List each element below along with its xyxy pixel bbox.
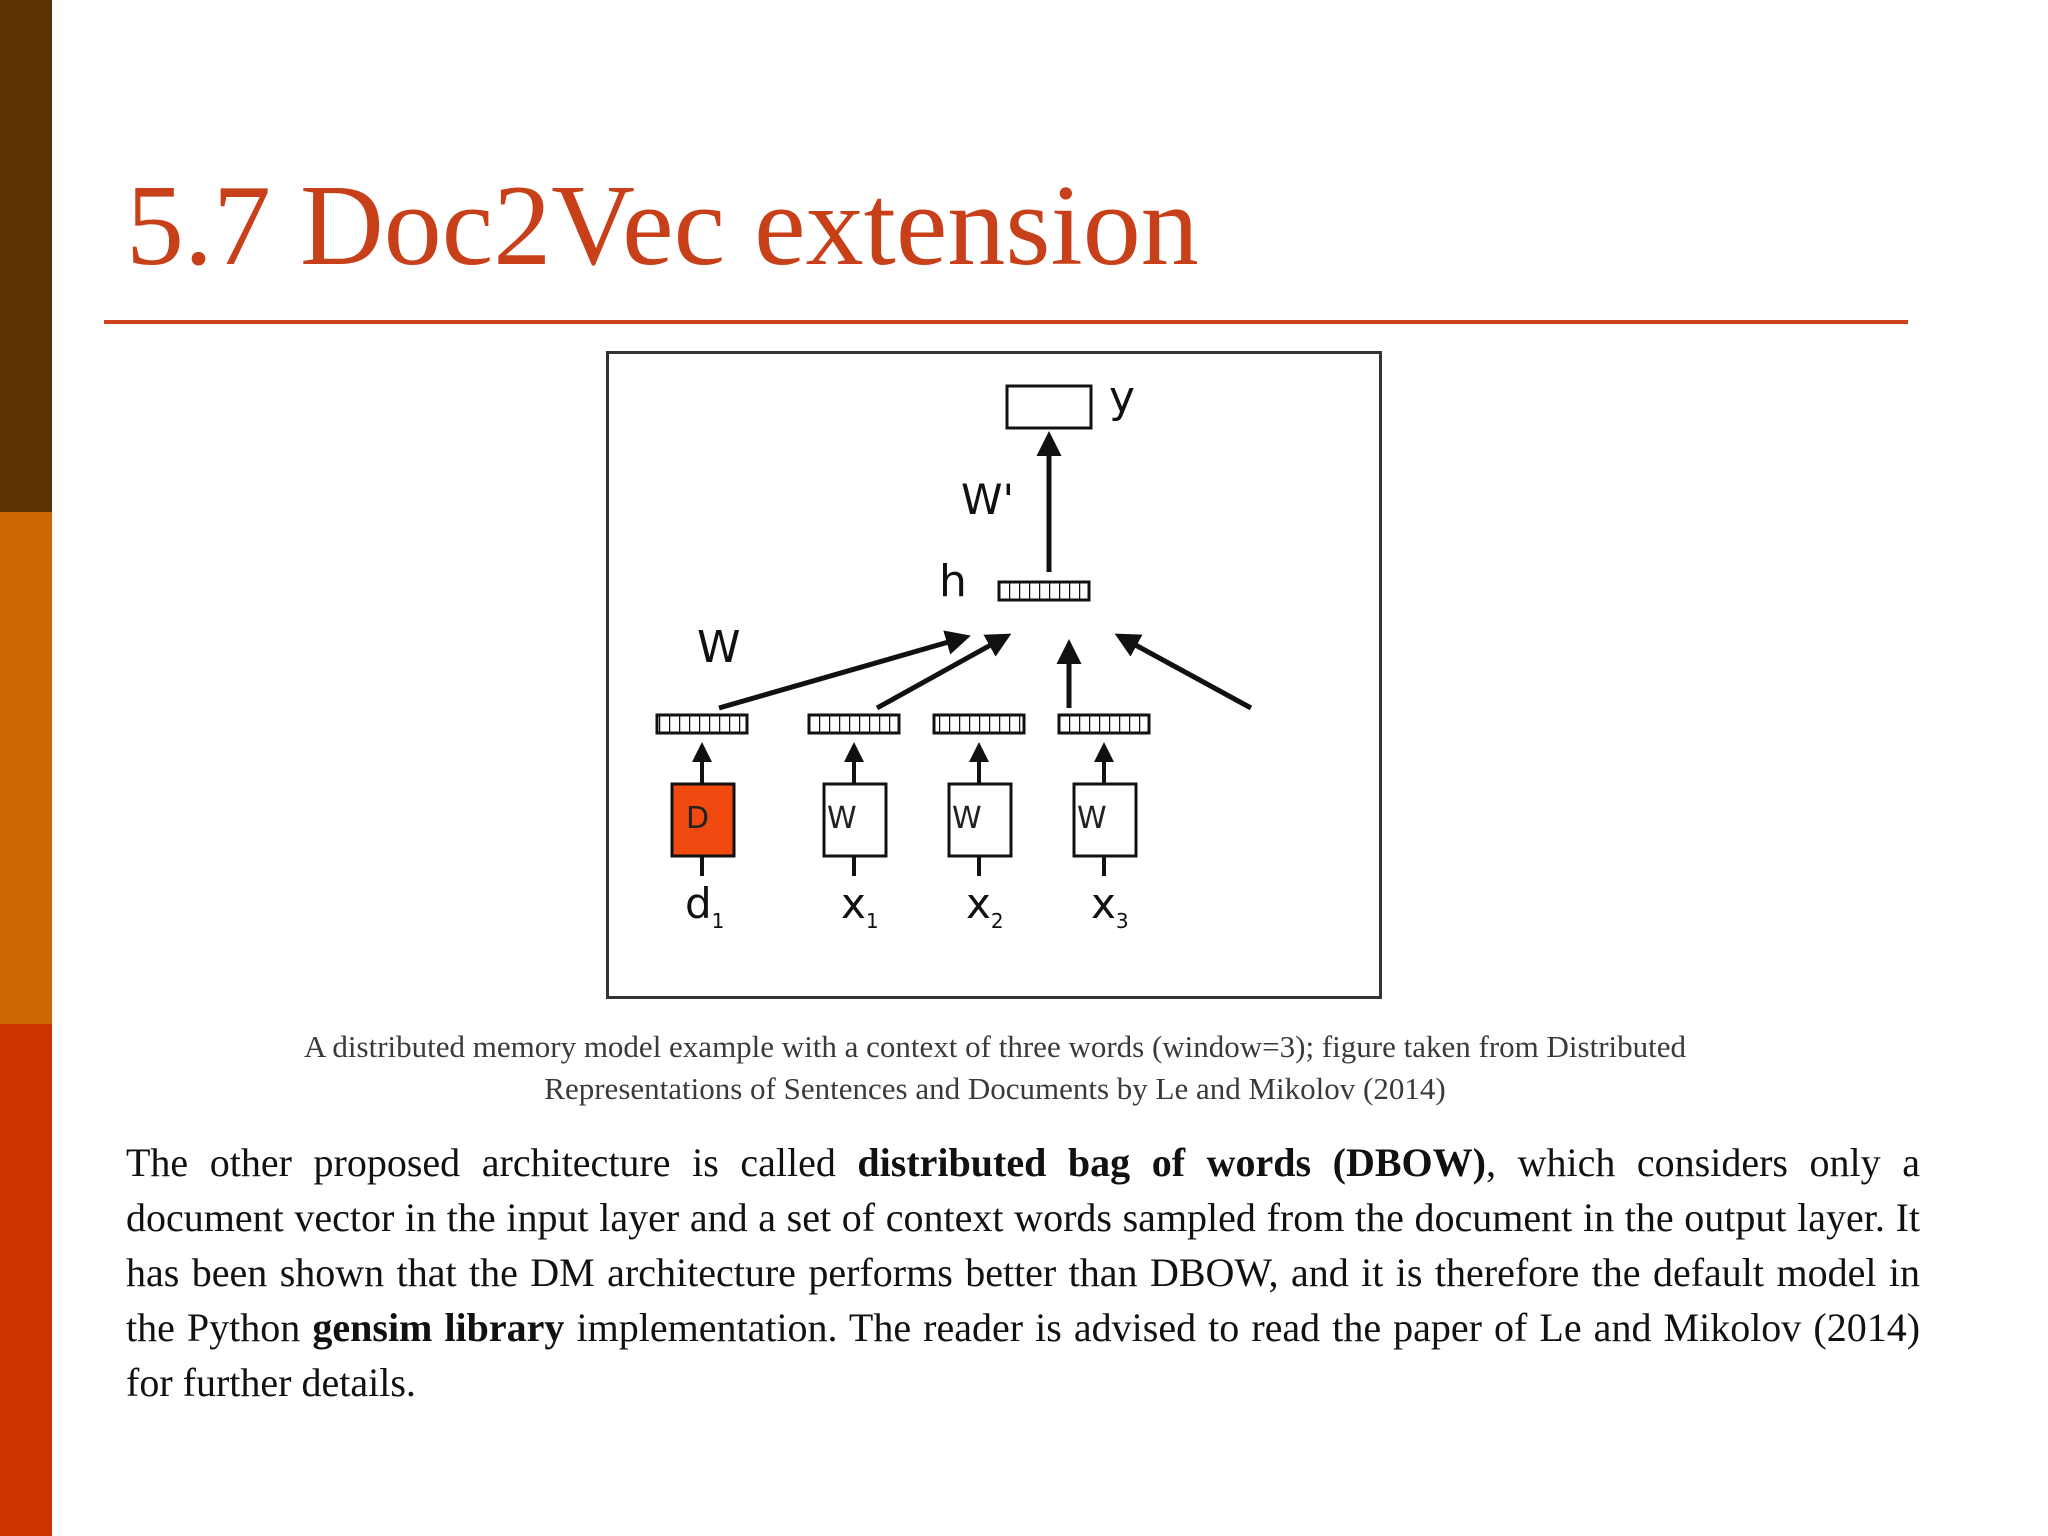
- accent-stripe-middle: [0, 512, 52, 1024]
- dbow-term: distributed bag of words (DBOW): [857, 1140, 1486, 1185]
- word-lookup-label-1: W: [827, 801, 857, 836]
- gensim-library-term: gensim library: [312, 1305, 565, 1350]
- hidden-layer-vector: [999, 582, 1089, 600]
- input-label-x1: $x_1$: [841, 879, 879, 933]
- word-vector-x1: [809, 715, 899, 733]
- accent-stripe-bottom: [0, 1024, 52, 1536]
- hidden-label: h: [939, 556, 967, 607]
- word-vector-x3: [1059, 715, 1149, 733]
- doc-vector: [657, 715, 747, 733]
- word-lookup-label-2: W: [952, 801, 982, 836]
- dm-model-diagram: [609, 354, 1379, 996]
- output-label: y: [1109, 372, 1136, 423]
- input-label-x3: $x_3$: [1091, 879, 1129, 933]
- input-weight-label: W: [697, 622, 741, 673]
- input-label-d1: $d_1$: [685, 879, 725, 933]
- arrow-x1-to-h: [877, 636, 1007, 708]
- output-node: [1007, 386, 1091, 428]
- doc-lookup-label: D: [686, 801, 710, 836]
- word-lookup-label-3: W: [1077, 801, 1107, 836]
- caption-line-1: A distributed memory model example with a context of three words (window=3); figure taken from Distributed: [303, 1029, 1686, 1064]
- caption-line-2: Representations of Sentences and Documents by Le and Mikolov (2014): [544, 1071, 1446, 1106]
- body-paragraph: [126, 1135, 1920, 1410]
- accent-stripe-top: [0, 0, 52, 512]
- input-label-x2: $x_2$: [966, 879, 1004, 933]
- title-underline: [104, 320, 1908, 324]
- figure-caption: [120, 1026, 1870, 1110]
- word-vector-x2: [934, 715, 1024, 733]
- body-text-part-1: The other proposed architecture is called: [126, 1140, 858, 1185]
- dm-model-figure: [606, 351, 1382, 999]
- arrow-x3-to-h: [1119, 636, 1251, 708]
- slide-title: 5.7 Doc2Vec extension: [126, 162, 1199, 290]
- body-text-part-2: , which considers only a document vector in the input layer and a set of context words sampled from the document in the output layer. It has been shown that the DM architecture performs better than DBOW, and it is therefore the default model in the Python: [126, 1140, 1920, 1350]
- body-text-part-3: implementation. The reader is advised to read the paper of Le and Mikolov (2014) for further details.: [126, 1305, 1921, 1405]
- output-weight-label: W': [961, 475, 1015, 524]
- arrow-doc-to-h: [719, 637, 966, 708]
